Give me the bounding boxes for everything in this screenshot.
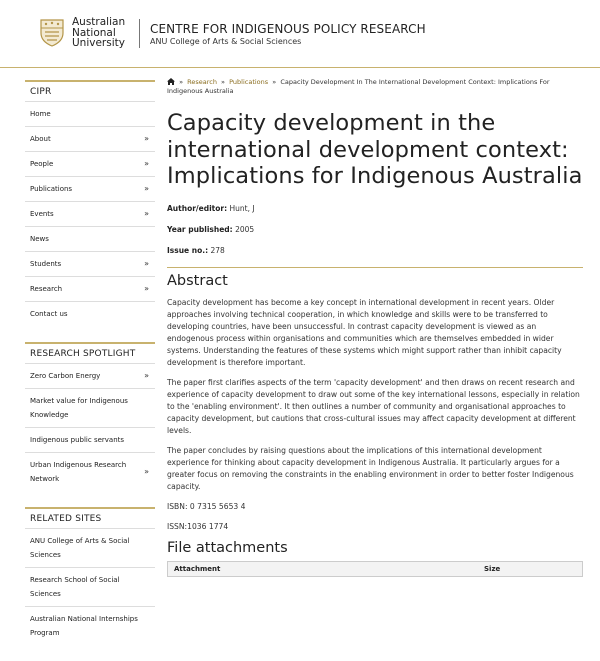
site-name[interactable]: CENTRE FOR INDIGENOUS POLICY RESEARCH bbox=[150, 22, 426, 36]
expand-icon[interactable]: » bbox=[144, 184, 149, 193]
sidebar bbox=[25, 80, 155, 661]
abstract-paragraph-1: Capacity development has become a key concept in international development in recent years. Older approaches involving technical cooperation, in which knowledge and skills were to be transferred to developing countries, have been unsuccessful. In contrast capacity development is viewed as an endogenous process within organisations and communities which are themselves embedded in wider systems. Understanding the features of these systems which might support rather than inhibit capacity development is therefore important. bbox=[167, 297, 562, 367]
related-item-rsss[interactable] bbox=[25, 567, 155, 606]
header-divider bbox=[139, 19, 140, 48]
spotlight-item-label: Urban Indigenous Research Network bbox=[30, 461, 127, 483]
issn: ISSN:1036 1774 bbox=[167, 521, 229, 531]
spotlight-item-urban-network[interactable] bbox=[25, 452, 155, 491]
spotlight-item-zero-carbon[interactable] bbox=[25, 363, 155, 388]
attachment-column-header[interactable]: Attachment bbox=[174, 564, 221, 573]
breadcrumb-separator: » bbox=[272, 78, 277, 86]
spotlight-item-label: Market value for Indigenous Knowledge bbox=[30, 397, 128, 419]
related-item-internships[interactable] bbox=[25, 606, 155, 645]
expand-icon[interactable]: » bbox=[144, 209, 149, 218]
issue-label: Issue no.: bbox=[167, 245, 209, 255]
year-label: Year published: bbox=[167, 224, 233, 234]
sidebar-item-publications[interactable] bbox=[25, 176, 155, 201]
section-divider bbox=[167, 267, 583, 268]
related-item-label: ANU College of Arts & Social Sciences bbox=[30, 537, 130, 559]
sidebar-item-home[interactable] bbox=[25, 101, 155, 126]
cipr-nav-title[interactable]: CIPR bbox=[25, 80, 155, 101]
site-subtitle[interactable]: ANU College of Arts & Social Sciences bbox=[150, 37, 302, 46]
year-row bbox=[167, 225, 583, 234]
sidebar-item-label: News bbox=[30, 235, 49, 243]
breadcrumb bbox=[167, 78, 583, 95]
sidebar-item-label: People bbox=[30, 160, 54, 168]
sidebar-item-events[interactable] bbox=[25, 201, 155, 226]
anu-crest-icon[interactable] bbox=[40, 19, 64, 47]
abstract-heading: Abstract bbox=[167, 272, 228, 289]
page-title: Capacity development in the international development context: Implications for Indigenous Australia bbox=[167, 110, 583, 189]
main-content bbox=[167, 78, 583, 577]
related-item-label: Australian National Internships Program bbox=[30, 615, 138, 637]
research-spotlight bbox=[25, 342, 155, 491]
university-line-1: Australian bbox=[72, 16, 126, 28]
sidebar-item-label: Publications bbox=[30, 185, 73, 193]
size-column-header[interactable]: Size bbox=[484, 564, 501, 573]
home-icon[interactable] bbox=[167, 78, 175, 85]
abstract-paragraph-3: The paper concludes by raising questions about the implications of this international development experience for thinking about capacity development in Indigenous Australia. It particularly argues for a greater focus on removing the constraints in the enabling environment in order to better foster Indigenous capacity. bbox=[167, 445, 574, 491]
cipr-nav bbox=[25, 80, 155, 326]
spotlight-item-public-servants[interactable] bbox=[25, 427, 155, 452]
site-header bbox=[0, 0, 600, 68]
breadcrumb-publications[interactable]: Publications bbox=[229, 78, 269, 86]
attachments-table bbox=[167, 561, 583, 577]
expand-icon[interactable]: » bbox=[144, 284, 149, 293]
expand-icon[interactable]: » bbox=[144, 259, 149, 268]
sidebar-item-people[interactable] bbox=[25, 151, 155, 176]
related-sites bbox=[25, 507, 155, 645]
sidebar-item-label: Students bbox=[30, 260, 62, 268]
author-row bbox=[167, 204, 583, 213]
isbn: ISBN: 0 7315 5653 4 bbox=[167, 501, 246, 511]
breadcrumb-research[interactable]: Research bbox=[187, 78, 217, 86]
sidebar-item-label: Research bbox=[30, 285, 63, 293]
expand-icon[interactable]: » bbox=[144, 371, 149, 380]
spotlight-item-label: Zero Carbon Energy bbox=[30, 372, 101, 380]
spotlight-item-market-value[interactable] bbox=[25, 388, 155, 427]
expand-icon[interactable]: » bbox=[144, 134, 149, 143]
sidebar-item-label: Home bbox=[30, 110, 51, 118]
expand-icon[interactable]: » bbox=[144, 467, 149, 476]
breadcrumb-separator: » bbox=[179, 78, 184, 86]
sidebar-item-students[interactable] bbox=[25, 251, 155, 276]
author-value: Hunt, J bbox=[229, 203, 255, 213]
issue-value: 278 bbox=[210, 245, 225, 255]
related-item-label: Research School of Social Sciences bbox=[30, 576, 120, 598]
breadcrumb-current: Capacity Development In The International Development Context: Implications For Indigenous Australia bbox=[167, 78, 550, 95]
expand-icon[interactable]: » bbox=[144, 159, 149, 168]
author-label: Author/editor: bbox=[167, 203, 228, 213]
related-item-cass[interactable] bbox=[25, 528, 155, 567]
sidebar-item-about[interactable] bbox=[25, 126, 155, 151]
sidebar-item-label: Contact us bbox=[30, 310, 68, 318]
abstract-paragraph-2: The paper first clarifies aspects of the term 'capacity development' and then draws on recent research and experience of capacity development to draw out some of the key international lessons, especially in relation to the 'enabling environment'. It then outlines a number of community and organisational approaches to capacity development, but cautions that cross-cultural issues may affect capacity development at different levels. bbox=[167, 377, 580, 435]
sidebar-item-contact[interactable] bbox=[25, 301, 155, 326]
sidebar-item-news[interactable] bbox=[25, 226, 155, 251]
publication-meta bbox=[167, 204, 583, 255]
breadcrumb-separator: » bbox=[221, 78, 226, 86]
file-attachments-heading: File attachments bbox=[167, 539, 288, 556]
university-line-3: University bbox=[72, 37, 125, 49]
spotlight-item-label: Indigenous public servants bbox=[30, 436, 125, 444]
related-title: RELATED SITES bbox=[25, 507, 155, 528]
spotlight-title: RESEARCH SPOTLIGHT bbox=[25, 342, 155, 363]
university-line-2: National bbox=[72, 26, 116, 39]
year-value: 2005 bbox=[235, 224, 255, 234]
sidebar-item-research[interactable] bbox=[25, 276, 155, 301]
issue-row bbox=[167, 246, 583, 255]
university-name[interactable] bbox=[72, 17, 125, 49]
sidebar-item-label: About bbox=[30, 135, 51, 143]
sidebar-item-label: Events bbox=[30, 210, 54, 218]
